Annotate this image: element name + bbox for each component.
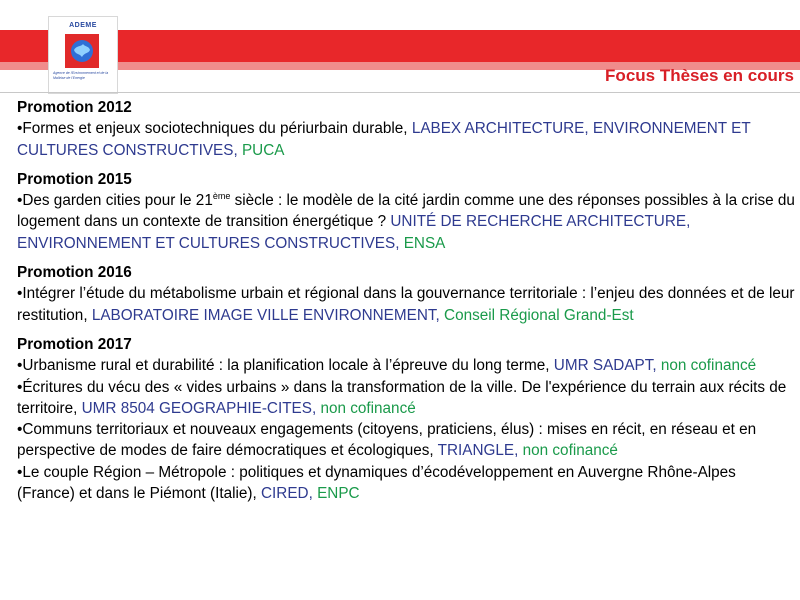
thesis-text: siècle : le modèle de la cité jardin comme une des réponses possibles à la crise du logement dans un contexte de transition énergétique ?: [17, 192, 795, 231]
lab-name: CIRED: [261, 485, 309, 503]
promotion-title: Promotion 2015: [17, 170, 132, 188]
lab-name: UMR 8504 GEOGRAPHIE-CITES: [81, 399, 312, 417]
lab-name: LABORATOIRE IMAGE VILLE ENVIRONNEMENT: [91, 306, 436, 324]
lab-name: UMR SADAPT: [553, 357, 653, 375]
thesis-item: [17, 283, 795, 326]
thesis-text: •Écritures du vécu des « vides urbains » dans la transformation de la ville. De l'expérience du terrain aux récits de territoire,: [17, 378, 787, 417]
promotion-2016: [17, 262, 795, 326]
thesis-item: [17, 118, 795, 161]
funder-name: PUCA: [241, 141, 285, 159]
header-red-band: [0, 30, 800, 62]
thesis-text: •Le couple Région – Métropole : politiques et dynamiques d’écodéveloppement en Auvergne Rhône-Alpes (France) et dans le Piémont (Italie),: [17, 463, 736, 503]
lab-name: UNITÉ DE RECHERCHE ARCHITECTURE, ENVIRONNEMENT ET CULTURES CONSTRUCTIVES: [17, 213, 691, 252]
promotion-title: Promotion 2012: [17, 99, 132, 116]
promotion-2012: [17, 97, 795, 161]
thesis-item: [17, 462, 795, 505]
logo-subtitle: Agence de l'Environnement et de la Maîtrise de l'Energie: [53, 71, 109, 80]
theses-list: [17, 97, 795, 512]
ordinal-suffix: ème: [212, 191, 231, 202]
funder-name: Conseil Régional Grand-Est: [444, 306, 634, 324]
ademe-emblem-icon: [65, 34, 99, 68]
separator: ,: [395, 234, 404, 252]
separator: ,: [311, 399, 321, 417]
promotion-title: Promotion 2016: [17, 264, 132, 282]
thesis-item: [17, 355, 795, 376]
separator: ,: [308, 485, 318, 503]
ademe-logo: [48, 16, 118, 94]
thesis-text: •Urbanisme rural et durabilité : la planification locale à l’épreuve du long terme,: [17, 357, 554, 375]
separator: ,: [514, 442, 523, 460]
thesis-text: •Communs territoriaux et nouveaux engagements (citoyens, praticiens, élus) : mises en récit, en réseau et en perspective de modes de faire démocratiques et écologiques,: [17, 421, 757, 460]
separator: ,: [233, 141, 242, 159]
funder-name: ENPC: [317, 485, 360, 503]
thesis-item: [17, 377, 795, 420]
thesis-item: [17, 190, 795, 254]
lab-name: TRIANGLE: [437, 442, 515, 460]
thesis-text-start: •Des garden cities pour le 21: [17, 192, 213, 210]
promotion-2015: [17, 169, 795, 254]
funder-name: non cofinancé: [660, 357, 757, 375]
lab-name: LABEX ARCHITECTURE, ENVIRONNEMENT ET CULTURES CONSTRUCTIVES: [17, 120, 751, 159]
thesis-item: [17, 419, 795, 462]
funder-name: non cofinancé: [522, 442, 618, 460]
promotion-title: Promotion 2017: [17, 335, 132, 353]
thesis-text: •Intégrer l’étude du métabolisme urbain et régional dans la gouvernance territoriale : l’enjeu des données et de leur restitution,: [17, 285, 795, 324]
funder-name: ENSA: [403, 234, 446, 252]
header-divider: [0, 92, 800, 93]
promotion-2017: [17, 334, 795, 504]
funder-name: non cofinancé: [320, 399, 416, 417]
separator: ,: [652, 357, 661, 375]
thesis-text: •Formes et enjeux sociotechniques du périurbain durable,: [17, 120, 412, 138]
separator: ,: [435, 306, 445, 324]
page-title: Focus Thèses en cours: [605, 66, 794, 85]
logo-name: ADEME: [69, 22, 97, 29]
